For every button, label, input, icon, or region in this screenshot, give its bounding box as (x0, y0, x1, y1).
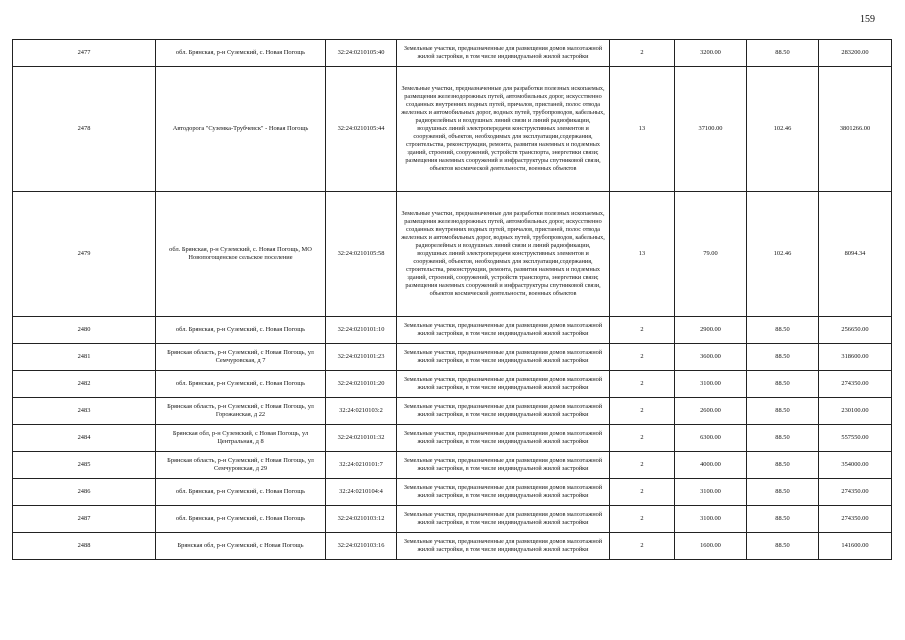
row-number: 2487 (13, 506, 156, 533)
group-cell: 2 (610, 425, 675, 452)
table-row (13, 67, 892, 192)
permitted-use-cell: Земельные участки, предназначенные для размещения домов малоэтажной жилой застройки, в том числе индивидуальной жилой застройки (397, 40, 610, 67)
rate-cell: 88.50 (747, 506, 819, 533)
cadastral-value-cell: 274350.00 (819, 371, 892, 398)
address-cell: Брянская область, р-н Суземский, с Новая Погощь, ул Семчуровская, д 7 (156, 344, 326, 371)
area-cell: 1600.00 (675, 533, 747, 560)
row-number: 2480 (13, 317, 156, 344)
row-number: 2481 (13, 344, 156, 371)
cadastral-value-cell: 230100.00 (819, 398, 892, 425)
address-cell: обл. Брянская, р-н Суземский, с. Новая Погощь (156, 371, 326, 398)
table-row (13, 452, 892, 479)
area-cell: 2600.00 (675, 398, 747, 425)
address-cell: обл. Брянская, р-н Суземский, с. Новая Погощь, МО Новопогощенское сельское поселение (156, 192, 326, 317)
address-cell: обл. Брянская, р-н Суземский, с. Новая Погощь (156, 317, 326, 344)
address-cell: обл. Брянская, р-н Суземский, с. Новая Погощь (156, 40, 326, 67)
area-cell: 79.00 (675, 192, 747, 317)
row-number: 2485 (13, 452, 156, 479)
cadastral-number-cell: 32:24:0210101:32 (326, 425, 397, 452)
page-number: 159 (860, 14, 875, 25)
area-cell: 37100.00 (675, 67, 747, 192)
area-cell: 2900.00 (675, 317, 747, 344)
cadastral-number-cell: 32:24:0210105:40 (326, 40, 397, 67)
permitted-use-cell: Земельные участки, предназначенные для размещения домов малоэтажной жилой застройки, в том числе индивидуальной жилой застройки (397, 425, 610, 452)
cadastral-value-cell: 3801266.00 (819, 67, 892, 192)
rate-cell: 102.46 (747, 192, 819, 317)
rate-cell: 88.50 (747, 425, 819, 452)
row-number: 2483 (13, 398, 156, 425)
group-cell: 2 (610, 479, 675, 506)
cadastral-number-cell: 32:24:0210105:44 (326, 67, 397, 192)
area-cell: 3100.00 (675, 506, 747, 533)
rate-cell: 88.50 (747, 344, 819, 371)
rate-cell: 88.50 (747, 398, 819, 425)
row-number: 2482 (13, 371, 156, 398)
table-row (13, 371, 892, 398)
permitted-use-cell: Земельные участки, предназначенные для размещения домов малоэтажной жилой застройки, в том числе индивидуальной жилой застройки (397, 506, 610, 533)
land-register-table (12, 39, 892, 560)
address-cell: обл. Брянская, р-н Суземский, с. Новая Погощь (156, 479, 326, 506)
address-cell: Автодорога "Суземка-Трубчевск" - Новая Погощь (156, 67, 326, 192)
group-cell: 2 (610, 317, 675, 344)
cadastral-number-cell: 32:24:0210103:2 (326, 398, 397, 425)
address-cell: Брянская обл, р-н Суземский, с Новая Погощь (156, 533, 326, 560)
cadastral-number-cell: 32:24:0210103:16 (326, 533, 397, 560)
table-row (13, 317, 892, 344)
table-row (13, 479, 892, 506)
rate-cell: 88.50 (747, 479, 819, 506)
table-row (13, 40, 892, 67)
area-cell: 3100.00 (675, 371, 747, 398)
table-row (13, 506, 892, 533)
cadastral-value-cell: 141600.00 (819, 533, 892, 560)
cadastral-number-cell: 32:24:0210104:4 (326, 479, 397, 506)
cadastral-value-cell: 256650.00 (819, 317, 892, 344)
cadastral-number-cell: 32:24:0210101:20 (326, 371, 397, 398)
cadastral-number-cell: 32:24:0210103:12 (326, 506, 397, 533)
address-cell: обл. Брянская, р-н Суземский, с. Новая Погощь (156, 506, 326, 533)
permitted-use-cell: Земельные участки, предназначенные для разработки полезных ископаемых, размещения железнодорожных путей, автомобильных дорог, искусственно созданных внутренних водных путей, причалов, пристаней, полос отвода железных и автомобильных дорог, водных путей, трубопроводов, кабельных, радиорелейных и воздушных линий связи и линий радиофикации, воздушных линий электропередачи конструктивных элементов и сооружений, объектов, необходимых для эксплуатации,содержания, строительства, реконструкции, ремонта, развития наземных и подземных зданий, строений, сооружений, устройств транспорта, энергетики связи; размещения наземных сооружений и инфраструктуры спутниковой связи, объектов космической деятельности, военных объектов (397, 67, 610, 192)
group-cell: 2 (610, 506, 675, 533)
row-number: 2486 (13, 479, 156, 506)
permitted-use-cell: Земельные участки, предназначенные для разработки полезных ископаемых, размещения железнодорожных путей, автомобильных дорог, искусственно созданных внутренних водных путей, причалов, пристаней, полос отвода железных и автомобильных дорог, водных путей, трубопроводов, кабельных, радиорелейных и воздушных линий связи и линий радиофикации, воздушных линий электропередачи конструктивных элементов и сооружений, объектов, необходимых для эксплуатации,содержания, строительства, реконструкции, ремонта, развития наземных и подземных зданий, строений, сооружений, устройств транспорта, энергетики связи; размещения наземных сооружений и инфраструктуры спутниковой связи, объектов космической деятельности, военных объектов (397, 192, 610, 317)
area-cell: 3200.00 (675, 40, 747, 67)
row-number: 2478 (13, 67, 156, 192)
cadastral-number-cell: 32:24:0210101:23 (326, 344, 397, 371)
group-cell: 2 (610, 398, 675, 425)
permitted-use-cell: Земельные участки, предназначенные для размещения домов малоэтажной жилой застройки, в том числе индивидуальной жилой застройки (397, 344, 610, 371)
area-cell: 3100.00 (675, 479, 747, 506)
group-cell: 2 (610, 452, 675, 479)
address-cell: Брянская область, р-н Суземский, с Новая Погощь, ул Семчуровская, д 29 (156, 452, 326, 479)
group-cell: 2 (610, 533, 675, 560)
row-number: 2484 (13, 425, 156, 452)
table-row (13, 398, 892, 425)
cadastral-value-cell: 318600.00 (819, 344, 892, 371)
rate-cell: 102.46 (747, 67, 819, 192)
area-cell: 3600.00 (675, 344, 747, 371)
rate-cell: 88.50 (747, 317, 819, 344)
group-cell: 2 (610, 344, 675, 371)
permitted-use-cell: Земельные участки, предназначенные для размещения домов малоэтажной жилой застройки, в том числе индивидуальной жилой застройки (397, 533, 610, 560)
table-row (13, 533, 892, 560)
group-cell: 2 (610, 371, 675, 398)
permitted-use-cell: Земельные участки, предназначенные для размещения домов малоэтажной жилой застройки, в том числе индивидуальной жилой застройки (397, 371, 610, 398)
table-row (13, 344, 892, 371)
table-row (13, 425, 892, 452)
row-number: 2477 (13, 40, 156, 67)
rate-cell: 88.50 (747, 40, 819, 67)
permitted-use-cell: Земельные участки, предназначенные для размещения домов малоэтажной жилой застройки, в том числе индивидуальной жилой застройки (397, 398, 610, 425)
rate-cell: 88.50 (747, 371, 819, 398)
cadastral-number-cell: 32:24:0210105:58 (326, 192, 397, 317)
group-cell: 2 (610, 40, 675, 67)
permitted-use-cell: Земельные участки, предназначенные для размещения домов малоэтажной жилой застройки, в том числе индивидуальной жилой застройки (397, 317, 610, 344)
permitted-use-cell: Земельные участки, предназначенные для размещения домов малоэтажной жилой застройки, в том числе индивидуальной жилой застройки (397, 479, 610, 506)
row-number: 2479 (13, 192, 156, 317)
cadastral-value-cell: 274350.00 (819, 506, 892, 533)
area-cell: 6300.00 (675, 425, 747, 452)
cadastral-value-cell: 557550.00 (819, 425, 892, 452)
rate-cell: 88.50 (747, 452, 819, 479)
row-number: 2488 (13, 533, 156, 560)
address-cell: Брянская область, р-н Суземский, с Новая Погощь, ул Горожанская, д 22 (156, 398, 326, 425)
permitted-use-cell: Земельные участки, предназначенные для размещения домов малоэтажной жилой застройки, в том числе индивидуальной жилой застройки (397, 452, 610, 479)
cadastral-value-cell: 283200.00 (819, 40, 892, 67)
cadastral-number-cell: 32:24:0210101:10 (326, 317, 397, 344)
area-cell: 4000.00 (675, 452, 747, 479)
table-row (13, 192, 892, 317)
cadastral-value-cell: 8094.34 (819, 192, 892, 317)
address-cell: Брянская обл, р-н Суземский, с Новая Погощь, ул Центральная, д 8 (156, 425, 326, 452)
rate-cell: 88.50 (747, 533, 819, 560)
cadastral-value-cell: 274350.00 (819, 479, 892, 506)
cadastral-number-cell: 32:24:0210101:7 (326, 452, 397, 479)
group-cell: 13 (610, 192, 675, 317)
cadastral-value-cell: 354000.00 (819, 452, 892, 479)
group-cell: 13 (610, 67, 675, 192)
